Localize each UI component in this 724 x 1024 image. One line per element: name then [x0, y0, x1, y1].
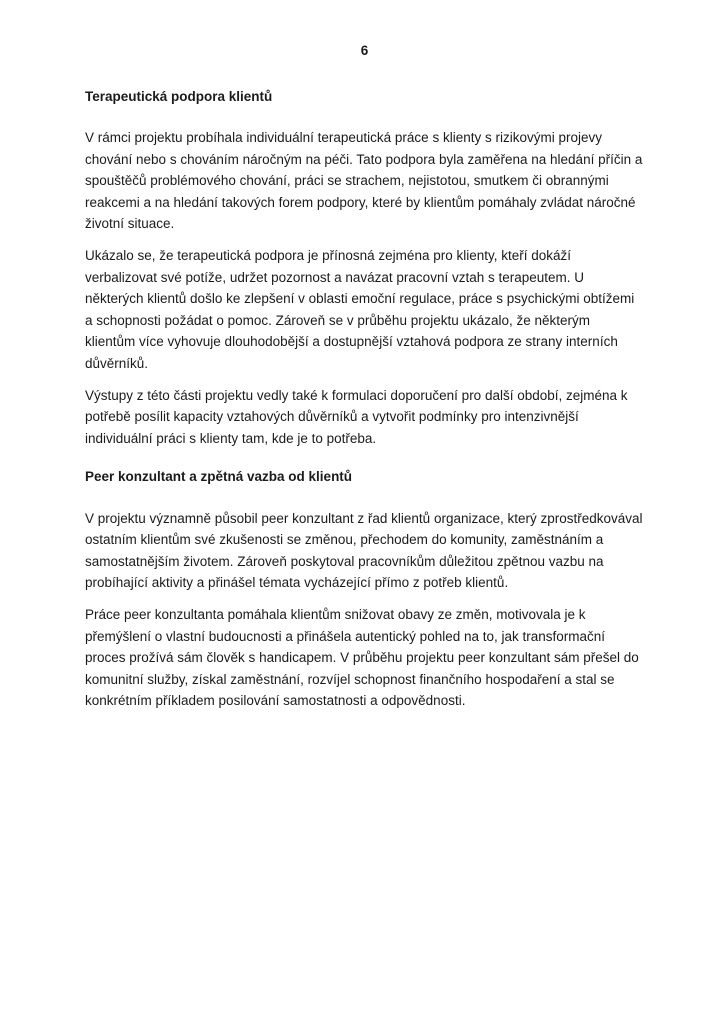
section-terapeuticka-podpora: [85, 86, 644, 450]
section-heading: Terapeutická podpora klientů: [85, 88, 273, 104]
paragraph: V projektu významně působil peer konzultant z řad klientů organizace, který zprostředkovával ostatním klientům své zkušenosti se změnou, přechodem do komunity, zaměstnáním a samostatnějším životem. Zároveň poskytoval pracovníkům důležitou zpětnou vazbu na probíhající aktivity a přinášel témata vycházející přímo z potřeb klientů.: [85, 510, 643, 590]
section-peer-konzultant: [85, 466, 644, 712]
paragraph: Ukázalo se, že terapeutická podpora je přínosná zejména pro klienty, kteří dokáží verbalizovat své potíže, udržet pozornost a navázat pracovní vztah s terapeutem. U některých klientů došlo ke zlepšení v oblasti emoční regulace, práce s psychickými obtížemi a schopnosti požádat o pomoc. Zároveň se v průběhu projektu ukázalo, že některým klientům více vyhovuje dlouhodobější a dostupnější vztahová podpora ze strany interních důvěrníků.: [85, 248, 635, 371]
section-heading: Peer konzultant a zpětná vazba od klientů: [85, 469, 353, 484]
paragraph: V rámci projektu probíhala individuální terapeutická práce s klienty s rizikovými projevy chování nebo s chováním náročným na péči. Tato podpora byla zaměřena na hledání příčin a spouštěčů problémového chování, práci se strachem, nejistotou, smutkem či obrannými reakcemi a na hledání takových forem podpory, které by klientům pomáhaly zvládat náročné životní situace.: [85, 130, 643, 231]
page-number: 6: [360, 43, 369, 58]
paragraph: Práce peer konzultanta pomáhala klientům snižovat obavy ze změn, motivovala je k přemýšlení o vlastní budoucnosti a přinášela autentický pohled na to, jak transformační proces prožívá sám člověk s handicapem. V průběhu projektu peer konzultant sám přešel do komunitní služby, získal zaměstnání, rozvíjel schopnost finančního hospodaření a stal se konkrétním příkladem posilování samostatnosti a odpovědnosti.: [85, 607, 639, 708]
paragraph: Výstupy z této části projektu vedly také k formulaci doporučení pro další období, zejména k potřebě posílit kapacity vztahových důvěrníků a vytvořit podmínky pro intenzivnější individuální práci s klienty tam, kde je to potřeba.: [85, 387, 628, 446]
